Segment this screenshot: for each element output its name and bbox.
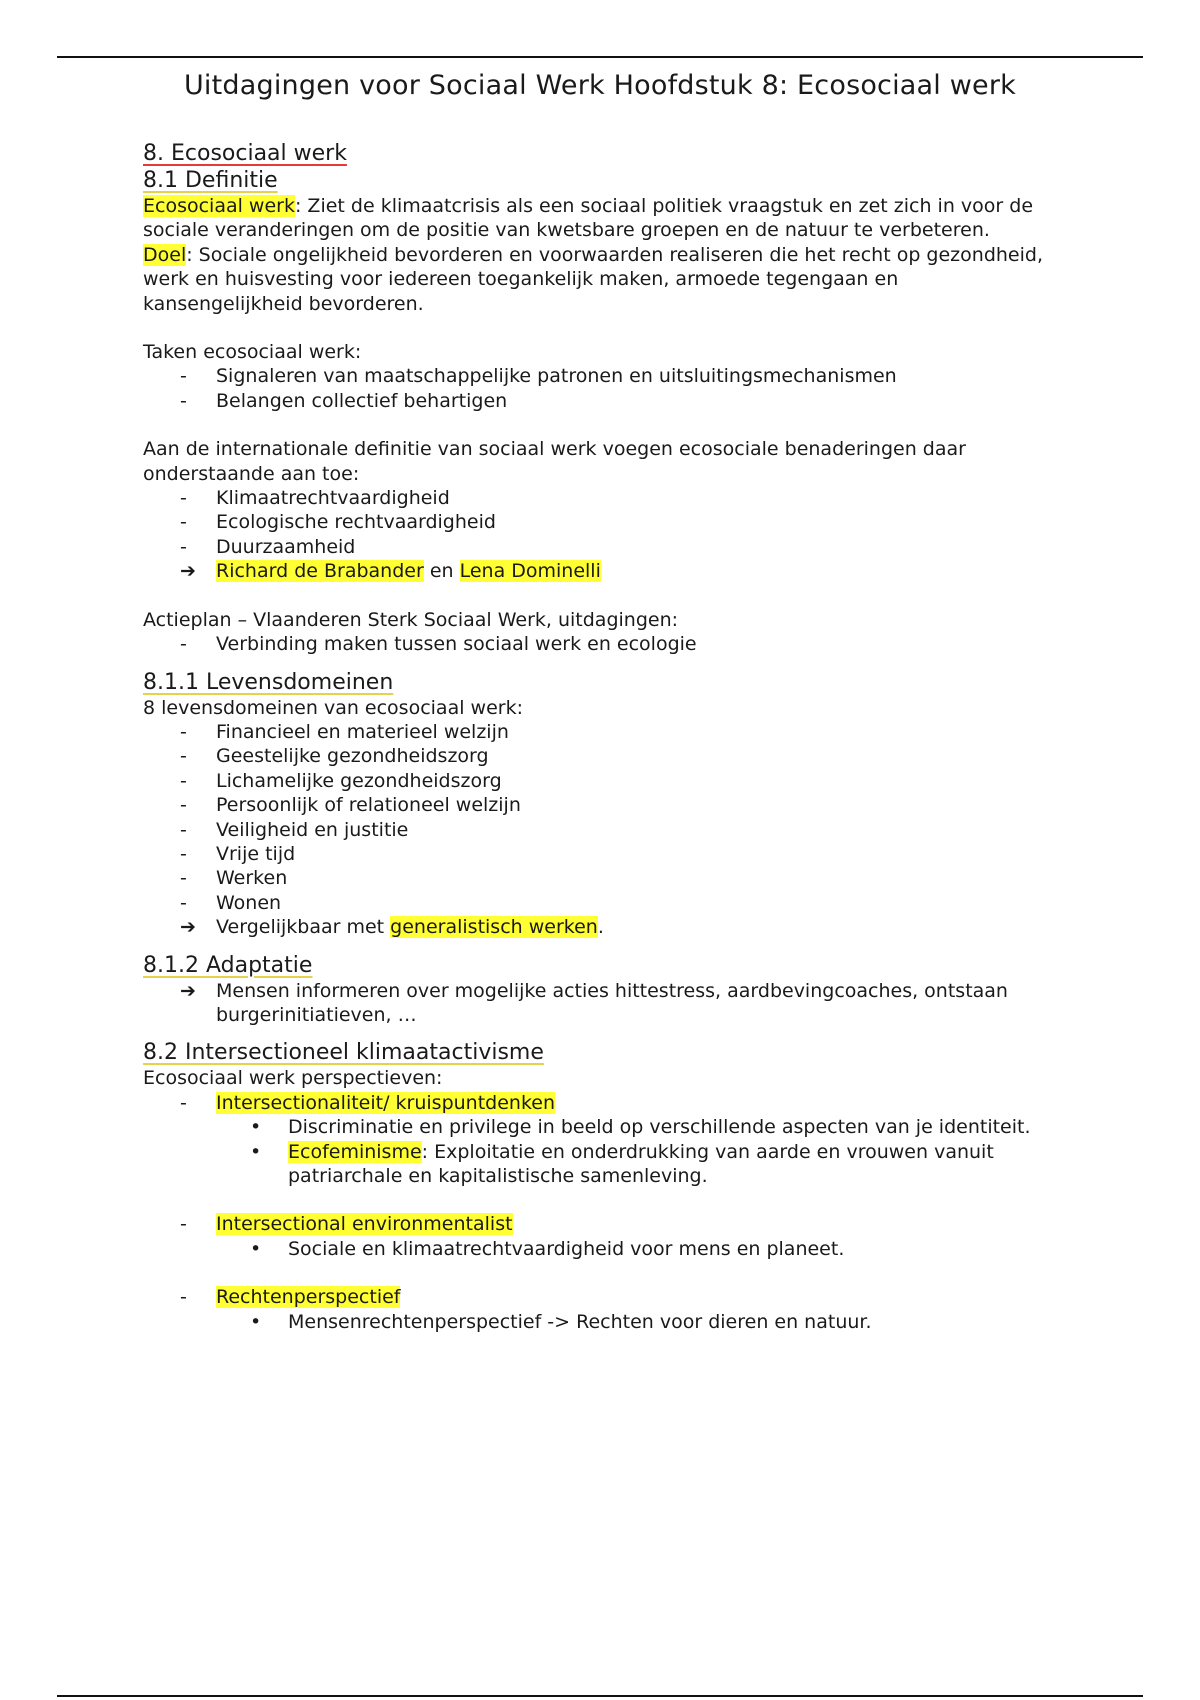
definition-ecosociaal: Ecosociaal werk: Ziet de klimaatcrisis als een sociaal politiek vraagstuk en zet zich in voor de sociale veranderingen om de positie van kwetsbare groepen en de natuur te verbeteren. [143,195,1034,242]
taken-intro: Taken ecosociaal werk: [143,341,362,364]
arrow-icon: ➔ [180,560,196,583]
document-body [143,140,1063,1334]
arrow-icon: ➔ [180,979,196,1002]
heading-8: 8. Ecosociaal werk [143,141,347,166]
heading-8-1: 8.1 Definitie [143,168,278,193]
list-item: - Rechtenperspectief [180,1286,401,1309]
actieplan-list [143,632,1063,656]
adaptatie-arrow-item: ➔ Mensen informeren over mogelijke acties hittestress, aardbevingcoaches, ontstaan burgerinitiatieven, … [180,979,1008,1026]
list-item: - Lichamelijke gezondheidszorg [180,769,502,792]
perspectieven-list-3 [143,1285,1063,1334]
heading-8-1-1: 8.1.1 Levensdomeinen [143,669,394,695]
list-item: - Geestelijke gezondheidszorg [180,745,489,768]
list-item: • Discriminatie en privilege in beeld op verschillende aspecten van je identiteit. [250,1116,1031,1139]
list-item: - Vrije tijd [180,842,296,865]
list-item: - Wonen [180,891,282,914]
bottom-rule [57,1695,1143,1697]
perspectieven-list-2 [143,1212,1063,1261]
list-item: - Signaleren van maatschappelijke patronen en uitsluitingsmechanismen [180,365,897,388]
list-item: • Sociale en klimaatrechtvaardigheid voor mens en planeet. [250,1237,845,1260]
list-item: - Ecologische rechtvaardigheid [180,511,496,534]
term-ecosociaal-werk: Ecosociaal werk [143,195,295,217]
perspectieven-intro: Ecosociaal werk perspectieven: [143,1067,443,1090]
actieplan-intro: Actieplan – Vlaanderen Sterk Sociaal Werk, uitdagingen: [143,608,679,631]
term-doel: Doel [143,243,187,266]
adaptatie-list [143,979,1063,1028]
list-item: • Ecofeminisme: Exploitatie en onderdrukking van aarde en vrouwen vanuit patriarchale en kapitalistische samenleving. [250,1140,994,1187]
list-item: - Belangen collectief behartigen [180,389,508,412]
list-item: - Intersectional environmentalist [180,1213,513,1236]
intl-definition-intro: Aan de internationale definitie van sociaal werk voegen ecosociale benaderingen daar onderstaande aan toe: [143,438,966,485]
taken-list [143,364,1063,413]
intl-list [143,486,1063,584]
levensdomeinen-list [143,720,1063,940]
definition-doel: Doel: Sociale ongelijkheid bevorderen en voorwaarden realiseren die het recht op gezondheid, werk en huisvesting voor iedereen toegankelijk maken, armoede tegengaan en kansengelijkheid bevorderen. [143,243,1043,315]
list-item: - Veiligheid en justitie [180,818,409,841]
heading-8-1-2: 8.1.2 Adaptatie [143,952,313,978]
document-title: Uitdagingen voor Sociaal Werk Hoofdstuk 8: Ecosociaal werk [183,70,1017,101]
authors-arrow-item: ➔ Richard de Brabander en Lena Dominelli [180,560,601,583]
list-item: • Mensenrechtenperspectief -> Rechten voor dieren en natuur. [250,1310,872,1333]
list-item: - Verbinding maken tussen sociaal werk en ecologie [180,633,697,656]
list-item: - Klimaatrechtvaardigheid [180,487,450,510]
list-item: - Intersectionaliteit/ kruispuntdenken [180,1091,556,1114]
levensdomeinen-intro: 8 levensdomeinen van ecosociaal werk: [143,696,523,719]
list-item: - Persoonlijk of relationeel welzijn [180,794,521,817]
list-item: - Duurzaamheid [180,535,356,558]
top-rule [57,56,1143,58]
perspectieven-list [143,1091,1063,1189]
list-item: - Financieel en materieel welzijn [180,720,509,743]
list-item: - Werken [180,867,288,890]
heading-8-2: 8.2 Intersectioneel klimaatactivisme [143,1040,544,1066]
arrow-icon: ➔ [180,916,196,939]
levensdomeinen-arrow-item: ➔ Vergelijkbaar met generalistisch werken. [180,916,604,939]
